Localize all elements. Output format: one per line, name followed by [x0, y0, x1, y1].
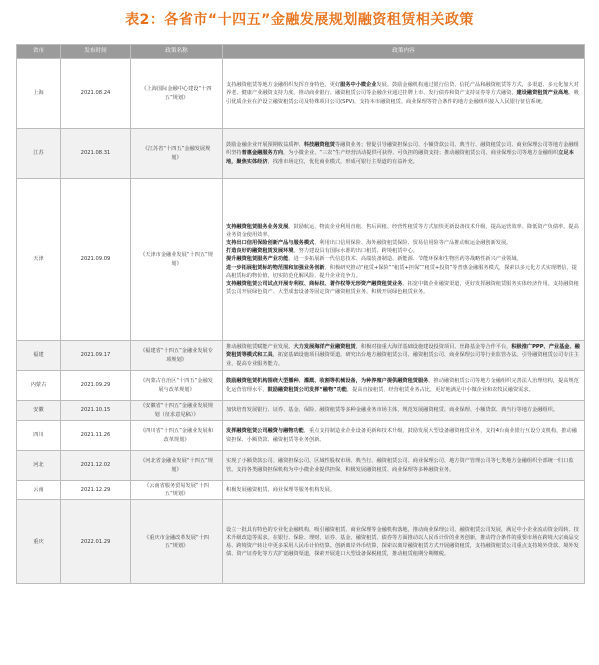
- content-text: 发展。鼓励金融机构通过银行信贷、信托产品和融资租赁等方式，多渠道、多元化加大对养老、健康产业融资支持力度。推动商业银行、融资租赁公司等金融企业通过挂牌上市、发行债券和资产支持证券等方式融资，: [226, 82, 579, 97]
- date-cell: 2021.10.15: [61, 401, 131, 421]
- table-row: [17, 481, 585, 500]
- province-cell: 上海: [17, 59, 61, 129]
- policy-content-cell: [223, 500, 585, 584]
- policy-content-cell: [223, 401, 585, 421]
- highlight-text: 鼓励融资租赁机构围绕大型播种、灌溉、收割等机械设备，为种养殖户提供融资租赁服务: [226, 378, 429, 385]
- content-text: 等融资业务；督促引导融资担保公司、小额贷款公司、典当行、融资租赁公司、商业保理公司等地方金融组织坚持: [226, 142, 579, 157]
- date-cell: 2021.08.31: [61, 129, 131, 179]
- province-cell: 重庆: [17, 500, 61, 584]
- content-text: 支持融资租赁等地方金融组织发挥自身特色，更好: [226, 82, 341, 89]
- content-text: 。积极研究推动“租赁+保险”“租赁+担保”“租赁+投资”等普惠金融服务模式，探索以多元化方式实现增信，提高租赁标的物价值，切实防范化解风险，提升企业竞争力。: [226, 264, 577, 279]
- date-cell: 2021.12.29: [61, 481, 131, 500]
- highlight-text: 支持融资租赁公司试点开展专利权、商标权、著作权等无形资产融资租赁业务: [226, 280, 403, 287]
- province-cell: 天津: [17, 179, 61, 341]
- content-text: ，为小微企业、“三农”生产经营活动提供可获得、可负担的融资支持；推动融资租赁公司、商业保理公司等地方金融组织: [283, 150, 559, 157]
- policy-content-cell: [223, 451, 585, 481]
- content-text: ，提高直接租赁、经营租赁业务占比，更好地满足中小微企业和农牧民融资需求。: [346, 386, 534, 393]
- table-row: [17, 500, 585, 584]
- province-cell: 云南: [17, 481, 61, 500]
- content-text: 推动融资租赁赋能产业发展。: [226, 344, 294, 351]
- content-text: 。鼓励航运、物流企业利用直租、售后回租、经营性租赁等方式加快更新设备技术升级，提高运营效率、降低资产负债率。提高业务资金使用效率。: [226, 224, 579, 239]
- policy-table: [16, 44, 585, 584]
- content-text: 。吸引优质企业在沪设立融资租赁公司及特殊项目公司(SPV)，支持本市融资租赁、商业保理等符合条件的地方金融组织接入人民银行征信系统。: [226, 90, 579, 105]
- header-date: 发布时间: [61, 45, 131, 59]
- content-text: 积极发展融资租赁、商业保理等服务机构发展。: [226, 487, 335, 494]
- date-cell: 2021.08.24: [61, 59, 131, 129]
- policy-name-cell: 《河北省金融业发展“十四五”规划》: [131, 451, 223, 481]
- header-province: 省市: [17, 45, 61, 59]
- policy-content-cell: [223, 421, 585, 451]
- policy-table-wrapper: [16, 44, 584, 584]
- policy-content-cell: [223, 341, 585, 371]
- highlight-text: 服务中小微企业: [340, 82, 377, 89]
- highlight-text: 大力发展海洋产业融资租赁: [293, 344, 356, 351]
- page-title: 表2：各省市“十四五”金融发展规划融资租赁相关政策: [125, 12, 474, 28]
- content-text: ，利用出口信用保险、海外融资租赁保险、贸易信用险等产品推动航运金融创新发展。: [314, 240, 512, 247]
- date-cell: 2022.01.29: [61, 500, 131, 584]
- policy-content-cell: [223, 481, 585, 500]
- highlight-text: 进一步拓展租赁标的物范围和加强业务创新: [226, 264, 325, 271]
- content-text: ，积极对接重大海洋基础设施建设投资项目、丝路基金等合作平台，: [355, 344, 512, 351]
- policy-name-cell: 《福建省“十四五”金融业发展专项规划》: [131, 341, 223, 371]
- content-text: 。拓宽中微企业融资渠道，更好发挥融资租赁服务实体经济作用。支持融资租赁公司开展绿色资产、大型成套设备等固定资产融资租赁业务，积极开展绿色租赁业务。: [226, 280, 579, 295]
- policy-name-cell: 《四川省“十四五”金融业发展和改革规划》: [131, 421, 223, 451]
- policy-name-cell: 《江苏省“十四五”金融发展规划》: [131, 129, 223, 179]
- province-cell: 江苏: [17, 129, 61, 179]
- content-text: 鼓励金融企业开展预期收益质押、: [226, 142, 304, 149]
- policy-content-cell: [223, 179, 585, 341]
- table-row: [17, 129, 585, 179]
- header-policy: 政策名称: [131, 45, 223, 59]
- table-row: [17, 401, 585, 421]
- province-cell: 内蒙古: [17, 371, 61, 401]
- content-text: 加快培育发展银行、证券、基金、保险、融资租赁等多种金融业务市场主体，规范发展融资租赁、商业保理、小额贷款、典当行等地方金融组织。: [226, 407, 559, 414]
- content-text: 。推动融资租赁公司等地方金融组织完善法人治理结构，提高规范化运营管理水平，: [226, 378, 579, 393]
- content-text: ，找准市场定位，优化商业模式，形成可银行主渠道的有益补充。: [267, 158, 418, 165]
- table-row: [17, 451, 585, 481]
- date-cell: 2021.12.02: [61, 451, 131, 481]
- policy-name-cell: 《云南省服务贸易发展“十四五”规划》: [131, 481, 223, 500]
- highlight-text: 打造良好的融资租赁发展环境: [226, 248, 294, 255]
- province-cell: 四川: [17, 421, 61, 451]
- table-body: [17, 59, 585, 584]
- content-text: ，重点支持制造业企业设备更新和技术升级，鼓励发展大型设备融资租赁业务，支持4台商业银行互设分支机构，推动融资担保、小额贷款、融资租赁等业务创新。: [226, 428, 577, 443]
- policy-content-cell: [223, 59, 585, 129]
- highlight-text: 支持出口信用保险创新产品与服务模式: [226, 240, 315, 247]
- content-text: 实现了小额贷款公司、融资担保公司、区域性股权市场、典当行、融资租赁公司、商业保理公司、地方资产管理公司等七类地方金融组织全部统一归口监管。支持各类融资担保机构为中小微企业提供担保，积极发展融资租赁、商业保理等多种融资业务。: [226, 458, 574, 473]
- highlight-text: 科技融资租赁: [303, 142, 335, 149]
- header-content: 政策内容: [223, 45, 585, 59]
- policy-name-cell: 《重庆市金融改革发展“十四五”规划》: [131, 500, 223, 584]
- table-header-row: [17, 45, 585, 59]
- policy-content-cell: [223, 129, 585, 179]
- highlight-text: 普惠金融服务方向: [241, 150, 284, 157]
- table-row: [17, 371, 585, 401]
- policy-name-cell: 《安徽省“十四五”金融业发展规划（征求意见稿）》: [131, 401, 223, 421]
- policy-name-cell: 《内蒙古自治区“十四五”金融发展与改革规划》: [131, 371, 223, 401]
- province-cell: 河北: [17, 451, 61, 481]
- policy-name-cell: 《上海国际金融中心建设“十四五”规划》: [131, 59, 223, 129]
- highlight-text: 发挥融资租赁公司融资与融物功能: [226, 428, 304, 435]
- province-cell: 安徽: [17, 401, 61, 421]
- date-cell: 2021.09.09: [61, 179, 131, 341]
- highlight-text: 支持融资租赁服务业务发展: [226, 224, 289, 231]
- table-row: [17, 179, 585, 341]
- table-row: [17, 341, 585, 371]
- highlight-text: 积极推广PPP、产业基金、融资租赁等模式和工具: [226, 344, 580, 359]
- policy-content-cell: [223, 371, 585, 401]
- date-cell: 2021.09.29: [61, 371, 131, 401]
- highlight-text: 提升融资租赁服务产业功能: [226, 256, 289, 263]
- content-text: 设立一批具有特色的专业化金融机构，吸引融资租赁、商业保理等金融机构落地，推动商业保理公司、融资租赁公司发展，满足中小企业流动资金周转、技术升级改造等需求。在银行、保险、理财、证券、基金、融资租赁、债券等方面推动以人民币计价的业务创新，推动符合条件的重要市场在跨境大宗商品交易、跨境资产转让中更多采用人民币计价结算。创新离岸外币结算，探索以离岸融资租赁方式开展融资租赁，支持融资租赁公司重点支持境外贷款、境外发债、资产证券化等方式扩宽融资渠道，探索开展进口大型设备保税租赁，推动租赁租期分期缴税。: [226, 526, 579, 557]
- content-text: ，拓宽基础设施项目融资渠道。研究出台地方融资租赁公司、融资租赁公司、商业保理公司等行业监管办法。引导融资租赁公司专注主业，提高专业服务能力。: [226, 352, 579, 367]
- content-text: 。努力建设具有国际水准的出口租赁、跨境租赁中心。: [293, 248, 418, 255]
- highlight-text: 鼓励融资租赁公司发挥“融物”功能: [267, 386, 347, 393]
- highlight-text: 立足本地，聚焦实体经济: [226, 150, 574, 165]
- content-text: 。进一步拓展新一代信息技术、高端装备制造、新能源、节能环保和生物医药等战略性新兴产业领域。: [288, 256, 522, 263]
- date-cell: 2021.11.26: [61, 421, 131, 451]
- province-cell: 福建: [17, 341, 61, 371]
- policy-name-cell: 《天津市金融业发展“十四五”规划》: [131, 179, 223, 341]
- date-cell: 2021.09.17: [61, 341, 131, 371]
- table-row: [17, 59, 585, 129]
- highlight-text: 建设融资租赁产业高地: [516, 90, 569, 97]
- table-row: [17, 421, 585, 451]
